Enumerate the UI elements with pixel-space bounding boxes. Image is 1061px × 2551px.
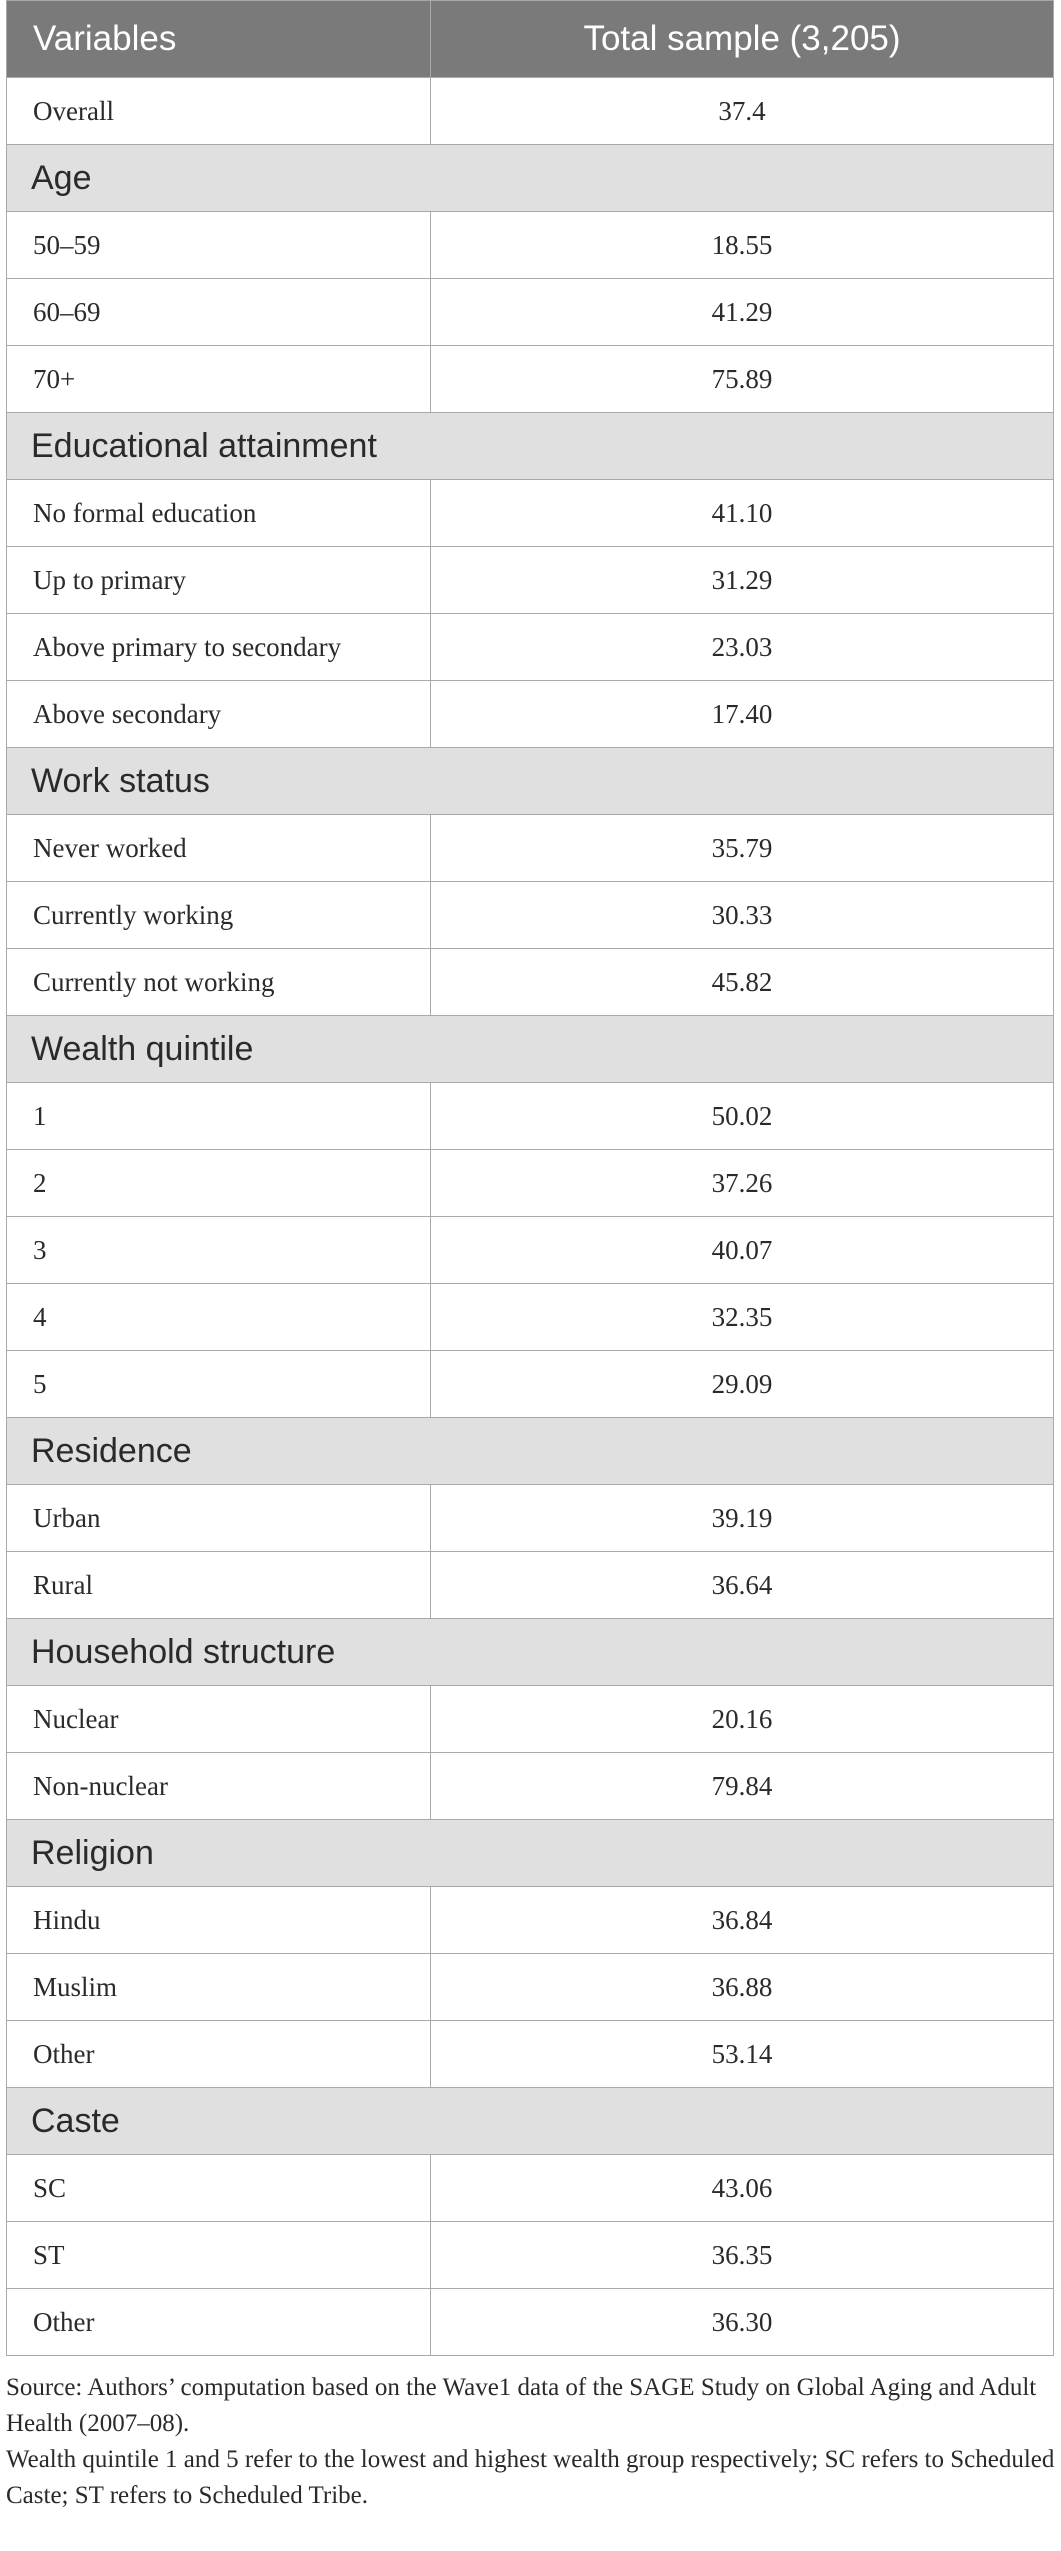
variable-label-cell: ST <box>7 2222 431 2289</box>
table-row <box>7 1485 1054 1552</box>
section-label: Residence <box>7 1418 1054 1485</box>
table-row <box>7 1150 1054 1217</box>
column-header-total-sample: Total sample (3,205) <box>431 1 1054 78</box>
variable-label-cell: No formal education <box>7 480 431 547</box>
variable-label-cell: Other <box>7 2289 431 2356</box>
value-cell: 17.40 <box>431 681 1054 748</box>
table-row <box>7 882 1054 949</box>
variable-label-cell: 1 <box>7 1083 431 1150</box>
variable-label-cell: Overall <box>7 78 431 145</box>
variable-label-cell: 3 <box>7 1217 431 1284</box>
variable-label-cell: 50–59 <box>7 212 431 279</box>
section-header-row <box>7 145 1054 212</box>
variable-label-cell: Non-nuclear <box>7 1753 431 1820</box>
value-cell: 41.29 <box>431 279 1054 346</box>
variable-label-cell: Nuclear <box>7 1686 431 1753</box>
section-label: Wealth quintile <box>7 1016 1054 1083</box>
value-cell: 79.84 <box>431 1753 1054 1820</box>
value-cell: 40.07 <box>431 1217 1054 1284</box>
variable-label-cell: 2 <box>7 1150 431 1217</box>
value-cell: 31.29 <box>431 547 1054 614</box>
table-row <box>7 949 1054 1016</box>
table-row <box>7 1552 1054 1619</box>
value-cell: 18.55 <box>431 212 1054 279</box>
variable-label-cell: Never worked <box>7 815 431 882</box>
table-row <box>7 279 1054 346</box>
variable-label-cell: 5 <box>7 1351 431 1418</box>
section-header-row <box>7 2088 1054 2155</box>
variable-label-cell: Currently working <box>7 882 431 949</box>
section-header-row <box>7 413 1054 480</box>
table-row <box>7 681 1054 748</box>
section-label: Religion <box>7 1820 1054 1887</box>
variable-label-cell: 70+ <box>7 346 431 413</box>
data-table-container <box>6 0 1053 2356</box>
table-body <box>7 78 1054 2356</box>
table-row <box>7 1083 1054 1150</box>
variable-label-cell: Above primary to secondary <box>7 614 431 681</box>
section-label: Work status <box>7 748 1054 815</box>
table-row <box>7 2155 1054 2222</box>
value-cell: 39.19 <box>431 1485 1054 1552</box>
value-cell: 35.79 <box>431 815 1054 882</box>
table-footnote <box>6 2370 1056 2514</box>
section-label: Educational attainment <box>7 413 1054 480</box>
value-cell: 43.06 <box>431 2155 1054 2222</box>
section-header-row <box>7 748 1054 815</box>
section-header-row <box>7 1016 1054 1083</box>
value-cell: 29.09 <box>431 1351 1054 1418</box>
section-header-row <box>7 1418 1054 1485</box>
table-row <box>7 815 1054 882</box>
variable-label-cell: 4 <box>7 1284 431 1351</box>
variable-label-cell: Above secondary <box>7 681 431 748</box>
table-row <box>7 1686 1054 1753</box>
value-cell: 32.35 <box>431 1284 1054 1351</box>
variable-label-cell: 60–69 <box>7 279 431 346</box>
section-header-row <box>7 1820 1054 1887</box>
variable-label-cell: Muslim <box>7 1954 431 2021</box>
header-row <box>7 1 1054 78</box>
table-row <box>7 2222 1054 2289</box>
table-row <box>7 1284 1054 1351</box>
value-cell: 36.88 <box>431 1954 1054 2021</box>
footnote-abbreviations: Wealth quintile 1 and 5 refer to the lowest and highest wealth group respectively; SC refers to Scheduled Caste; ST refers to Scheduled Tribe. <box>6 2446 1055 2509</box>
value-cell: 36.64 <box>431 1552 1054 1619</box>
value-cell: 36.35 <box>431 2222 1054 2289</box>
section-label: Age <box>7 145 1054 212</box>
table-header <box>7 1 1054 78</box>
table-row <box>7 2021 1054 2088</box>
section-label: Household structure <box>7 1619 1054 1686</box>
value-cell: 37.4 <box>431 78 1054 145</box>
value-cell: 75.89 <box>431 346 1054 413</box>
value-cell: 41.10 <box>431 480 1054 547</box>
prevalence-table <box>6 0 1054 2356</box>
variable-label-cell: Other <box>7 2021 431 2088</box>
table-row <box>7 1753 1054 1820</box>
column-header-variables: Variables <box>7 1 431 78</box>
value-cell: 30.33 <box>431 882 1054 949</box>
table-row <box>7 1351 1054 1418</box>
table-row <box>7 614 1054 681</box>
table-row <box>7 1217 1054 1284</box>
variable-label-cell: Up to primary <box>7 547 431 614</box>
table-row <box>7 480 1054 547</box>
section-header-row <box>7 1619 1054 1686</box>
variable-label-cell: Rural <box>7 1552 431 1619</box>
variable-label-cell: Hindu <box>7 1887 431 1954</box>
value-cell: 53.14 <box>431 2021 1054 2088</box>
footnote-source: Source: Authors’ computation based on the Wave1 data of the SAGE Study on Global Aging and Adult Health (2007–08). <box>6 2374 1037 2437</box>
variable-label-cell: Urban <box>7 1485 431 1552</box>
table-row <box>7 212 1054 279</box>
variable-label-cell: SC <box>7 2155 431 2222</box>
table-row <box>7 78 1054 145</box>
value-cell: 23.03 <box>431 614 1054 681</box>
variable-label-cell: Currently not working <box>7 949 431 1016</box>
table-row <box>7 346 1054 413</box>
value-cell: 36.84 <box>431 1887 1054 1954</box>
value-cell: 36.30 <box>431 2289 1054 2356</box>
table-row <box>7 1887 1054 1954</box>
table-row <box>7 1954 1054 2021</box>
section-label: Caste <box>7 2088 1054 2155</box>
value-cell: 37.26 <box>431 1150 1054 1217</box>
value-cell: 20.16 <box>431 1686 1054 1753</box>
value-cell: 45.82 <box>431 949 1054 1016</box>
value-cell: 50.02 <box>431 1083 1054 1150</box>
table-row <box>7 547 1054 614</box>
table-row <box>7 2289 1054 2356</box>
